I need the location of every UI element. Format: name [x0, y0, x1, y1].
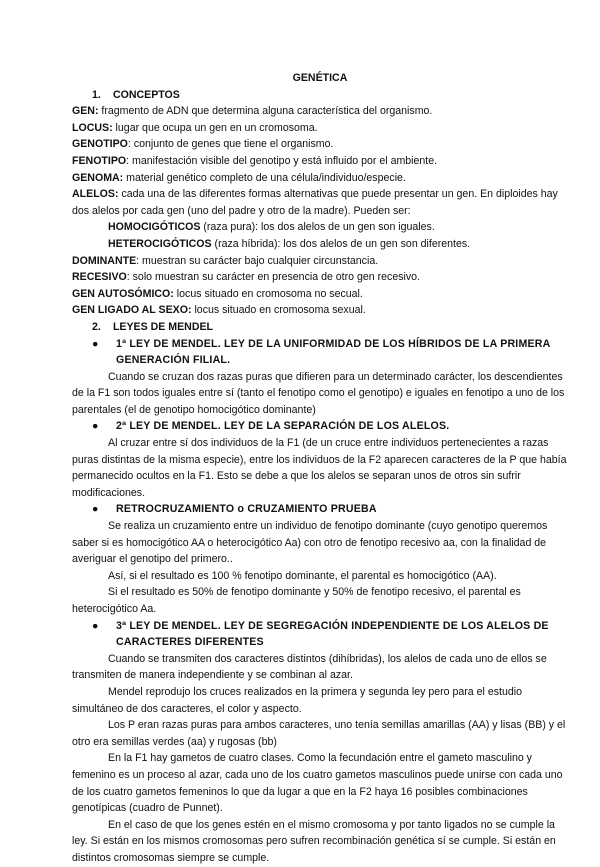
definition-gen — [72, 103, 568, 120]
definition-text: lugar que ocupa un gen en un cromosoma. — [112, 121, 318, 134]
definition-text: locus situado en cromosoma sexual. — [191, 304, 366, 317]
paragraph: Así, si el resultado es 100 % fenotipo dominante, el parental es homocigótico (AA). — [108, 569, 497, 582]
law-heading-3 — [72, 618, 568, 651]
bullet-icon: ● — [92, 337, 99, 350]
section-number: 2. — [92, 320, 101, 333]
definition-genoma — [72, 170, 568, 187]
definition-genotipo — [72, 136, 568, 153]
definition-text: cada una de las diferentes formas alternativas que puede presentar un gen. En diploides hay dos alelos por cada gen (uno del padre y otro de la madre). Pueden ser: — [72, 188, 558, 217]
paragraph: Los P eran razas puras para ambos caracteres, uno tenía semillas amarillas (AA) y lisas (BB) y el otro era semillas verdes (aa) y rugosas (bb) — [72, 719, 566, 748]
paragraph: Mendel reprodujo los cruces realizados en la primera y segunda ley pero para el estudio simultáneo de dos caracteres, el color y aspecto. — [72, 685, 522, 715]
term: LOCUS: — [72, 121, 113, 134]
term: GEN: — [72, 105, 99, 118]
section-heading-leyes — [72, 319, 568, 336]
paragraph: En la F1 hay gametos de cuatro clases. Como la fecundación entre el gameto masculino y femenino es un proceso al azar, cada uno de los cuatro gametos masculinos puede unirse con cada uno de los cuatro gametos femeninos lo que da lugar a que en la F2 haya 16 posibles combinaciones genotípicas (cuadro de Punnet). — [72, 752, 563, 815]
definition-recesivo — [72, 269, 568, 286]
definition-heterocigoticos — [72, 236, 568, 253]
paragraph: Cuando se cruzan dos razas puras que difieren para un determinado carácter, los descendientes de la F1 son todos iguales entre sí (tanto el fenotipo como el genotipo) e iguales en fenotipo a uno de los parentales (el de genotipo homocigótico dominante) — [72, 370, 565, 416]
definition-text: material genético completo de una célula/individuo/especie. — [123, 171, 406, 184]
section-heading-conceptos — [72, 87, 568, 104]
term: GENOTIPO — [72, 138, 128, 151]
definition-fenotipo — [72, 153, 568, 170]
term: GEN LIGADO AL SEXO: — [72, 304, 192, 317]
bullet-icon: ● — [92, 619, 99, 632]
definition-text: fragmento de ADN que determina alguna característica del organismo. — [98, 105, 433, 118]
law-title: 2ª LEY DE MENDEL. LEY DE LA SEPARACIÓN DE LOS ALELOS. — [116, 420, 450, 433]
definition-text: : solo muestran su carácter en presencia de otro gen recesivo. — [126, 271, 420, 284]
law-heading-1 — [72, 336, 568, 369]
law-title: 3ª LEY DE MENDEL. LEY DE SEGREGACIÓN INDEPENDIENTE DE LOS ALELOS DE CARACTERES DIFERENTES — [116, 619, 549, 649]
term: DOMINANTE — [72, 254, 137, 267]
section-label: LEYES DE MENDEL — [112, 320, 214, 333]
bullet-icon: ● — [92, 503, 99, 516]
definition-alelos — [72, 186, 568, 219]
term: GENOMA: — [72, 171, 124, 184]
section-number: 1. — [92, 88, 101, 101]
retrocruzamiento-heading — [72, 501, 568, 518]
paragraph: Cuando se transmiten dos caracteres distintos (dihíbridas), los alelos de cada uno de ellos se transmiten de manera independiente y se combinan al azar. — [72, 652, 547, 682]
term: GEN AUTOSÓMICO: — [72, 287, 174, 300]
definition-text: : muestran su carácter bajo cualquier circunstancia. — [136, 254, 379, 267]
definition-homocigoticos — [72, 219, 568, 236]
definition-text: : conjunto de genes que tiene el organismo. — [127, 138, 334, 151]
law-title: 1ª LEY DE MENDEL. LEY DE LA UNIFORMIDAD DE LOS HÍBRIDOS DE LA PRIMERA GENERACIÓN FILIAL. — [116, 337, 551, 367]
paragraph: Si el resultado es 50% de fenotipo dominante y 50% de fenotipo recesivo, el parental es heterocigótico Aa. — [72, 586, 521, 615]
section-label: CONCEPTOS — [112, 88, 180, 101]
term: ALELOS: — [72, 188, 119, 201]
definition-locus — [72, 120, 568, 137]
definition-text: (raza híbrida): los dos alelos de un gen son diferentes. — [211, 237, 471, 250]
definition-text: : manifestación visible del genotipo y está influido por el ambiente. — [126, 154, 438, 167]
bullet-icon: ● — [92, 420, 99, 433]
law-title: RETROCRUZAMIENTO o CRUZAMIENTO PRUEBA — [116, 503, 377, 516]
definition-text: locus situado en cromosoma no secual. — [173, 287, 363, 300]
term: FENOTIPO — [72, 154, 127, 167]
definition-gen-ligado-sexo — [72, 302, 568, 319]
term: HOMOCIGÓTICOS — [108, 221, 201, 234]
term: HETEROCIGÓTICOS — [108, 237, 212, 250]
paragraph: Al cruzar entre sí dos individuos de la F1 (de un cruce entre individuos pertenecientes a razas puras distintas de la misma especie), entre los individuos de la F2 aparecen caracteres de la P que había permanecido ocultos en la F1. Esto se debe a que los alelos se separan unos de otros sin sufrir modificaciones. — [72, 437, 567, 499]
term: RECESIVO — [72, 271, 127, 284]
document-title: GENÉTICA — [292, 72, 348, 84]
paragraph: Se realiza un cruzamiento entre un individuo de fenotipo dominante (cuyo genotipo queremos saber si es homocigótico AA o heterocigótico Aa) con otro de fenotipo recesivo aa, con la finalidad de averiguar el genotipo del primero.. — [72, 520, 548, 566]
definition-gen-autosomico — [72, 286, 568, 303]
definition-text: (raza pura): los dos alelos de un gen son iguales. — [200, 221, 435, 234]
definition-dominante — [72, 253, 568, 270]
paragraph: En el caso de que los genes estén en el mismo cromosoma y por tanto ligados no se cumple la ley. Si están en los mismos cromosomas pero sufren recombinación genética sí se cumple. Si están en distintos cromosomas siempre se cumple. — [72, 818, 556, 864]
law-heading-2 — [72, 418, 568, 435]
